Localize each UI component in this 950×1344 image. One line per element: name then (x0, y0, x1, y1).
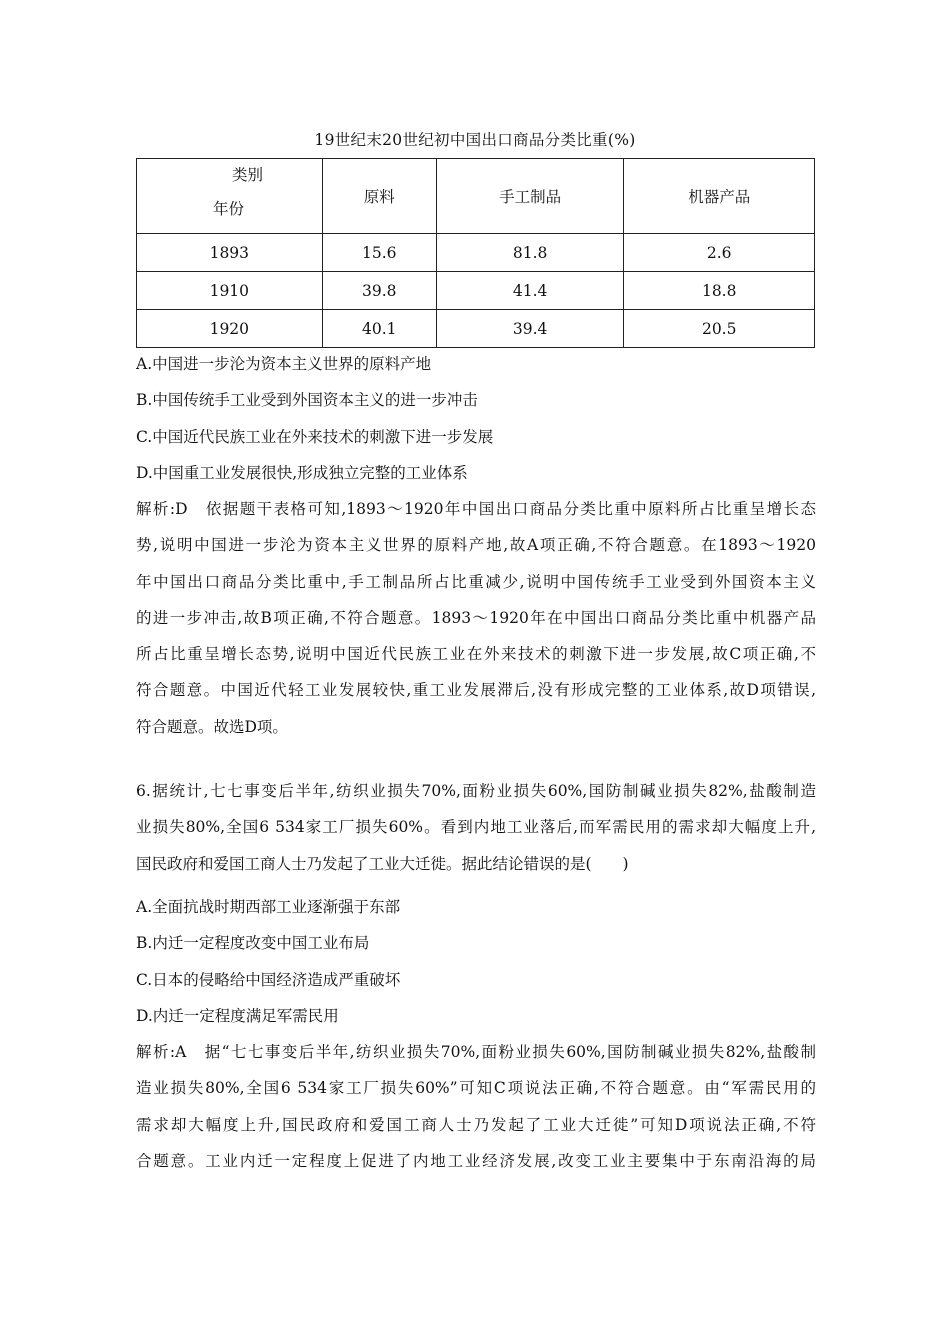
corner-top-label: 类别 (232, 166, 264, 184)
analysis-line: 合题意。工业内迁一定程度上促进了内地工业经济发展,改变工业主要集中于东南沿海的局 (136, 1151, 816, 1170)
value-cell: 18.8 (624, 272, 815, 310)
value-cell: 40.1 (322, 310, 436, 348)
question-5-options (136, 346, 816, 491)
header-cell: 手工制品 (436, 159, 624, 234)
value-cell: 20.5 (624, 310, 815, 348)
stem-line: 国民政府和爱国工商人士乃发起了工业大迁徙。据此结论错误的是( ) (136, 854, 629, 873)
value-cell: 39.8 (322, 272, 436, 310)
question-6-options (136, 889, 816, 1034)
header-cell: 原料 (322, 159, 436, 234)
analysis-line: 符合题意。故选D项。 (136, 717, 288, 736)
option-b: B.内迁一定程度改变中国工业布局 (136, 934, 370, 953)
analysis-line: 势,说明中国进一步沦为资本主义世界的原料产地,故A项正确,不符合题意。在1893～1920 (136, 536, 816, 555)
question-5-analysis (136, 491, 816, 745)
table-header-row (137, 159, 815, 234)
option-d: D.中国重工业发展很快,形成独立完整的工业体系 (136, 463, 468, 482)
table-caption: 19世纪末20世纪初中国出口商品分类比重(%) (314, 131, 636, 149)
value-cell: 39.4 (436, 310, 624, 348)
option-b: B.中国传统手工业受到外国资本主义的进一步冲击 (136, 391, 478, 410)
year-cell: 1893 (137, 234, 323, 272)
year-cell: 1910 (137, 272, 323, 310)
year-cell: 1920 (137, 310, 323, 348)
analysis-line: 解析:A 据“七七事变后半年,纺织业损失70%,面粉业损失60%,国防制碱业损失82%,盐酸制 (136, 1043, 816, 1061)
value-cell: 2.6 (624, 234, 815, 272)
analysis-line: 需求却大幅度上升,国民政府和爱国工商人士乃发起了工业大迁徙”可知D项说法正确,不符 (136, 1115, 816, 1134)
analysis-line: 解析:D 依据题干表格可知,1893～1920年中国出口商品分类比重中原料所占比重呈增长态 (136, 500, 816, 518)
corner-cell (137, 159, 323, 234)
option-c: C.日本的侵略给中国经济造成严重破坏 (136, 970, 401, 989)
option-a: A.全面抗战时期西部工业逐渐强于东部 (136, 898, 401, 916)
value-cell: 81.8 (436, 234, 624, 272)
table-row (137, 272, 815, 310)
export-share-table (136, 158, 815, 348)
option-a: A.中国进一步沦为资本主义世界的原料产地 (136, 355, 432, 373)
value-cell: 41.4 (436, 272, 624, 310)
analysis-line: 所占比重呈增长态势,说明中国近代民族工业在外来技术的刺激下进一步发展,故C项正确,不 (136, 645, 816, 664)
option-c: C.中国近代民族工业在外来技术的刺激下进一步发展 (136, 427, 494, 446)
header-cell: 机器产品 (624, 159, 815, 234)
corner-bottom-label: 年份 (213, 200, 245, 218)
option-d: D.内迁一定程度满足军需民用 (136, 1006, 339, 1025)
question-6-analysis (136, 1034, 816, 1179)
analysis-line: 符合题意。中国近代轻工业发展较快,重工业发展滞后,没有形成完整的工业体系,故D项错误, (136, 681, 816, 700)
value-cell: 15.6 (322, 234, 436, 272)
table-row (137, 234, 815, 272)
analysis-line: 年中国出口商品分类比重中,手工制品所占比重减少,说明中国传统手工业受到外国资本主义 (136, 572, 816, 591)
analysis-line: 的进一步冲击,故B项正确,不符合题意。1893～1920年在中国出口商品分类比重中机器产品 (136, 608, 816, 627)
stem-line: 6.据统计,七七事变后半年,纺织业损失70%,面粉业损失60%,国防制碱业损失82%,盐酸制造 (136, 782, 816, 800)
analysis-line: 造业损失80%,全国6 534家工厂损失60%”可知C项说法正确,不符合题意。由“军需民用的 (136, 1079, 816, 1098)
question-6-stem (136, 773, 816, 882)
table-row (137, 310, 815, 348)
stem-line: 业损失80%,全国6 534家工厂损失60%。看到内地工业落后,而军需民用的需求却大幅度上升, (136, 818, 816, 837)
